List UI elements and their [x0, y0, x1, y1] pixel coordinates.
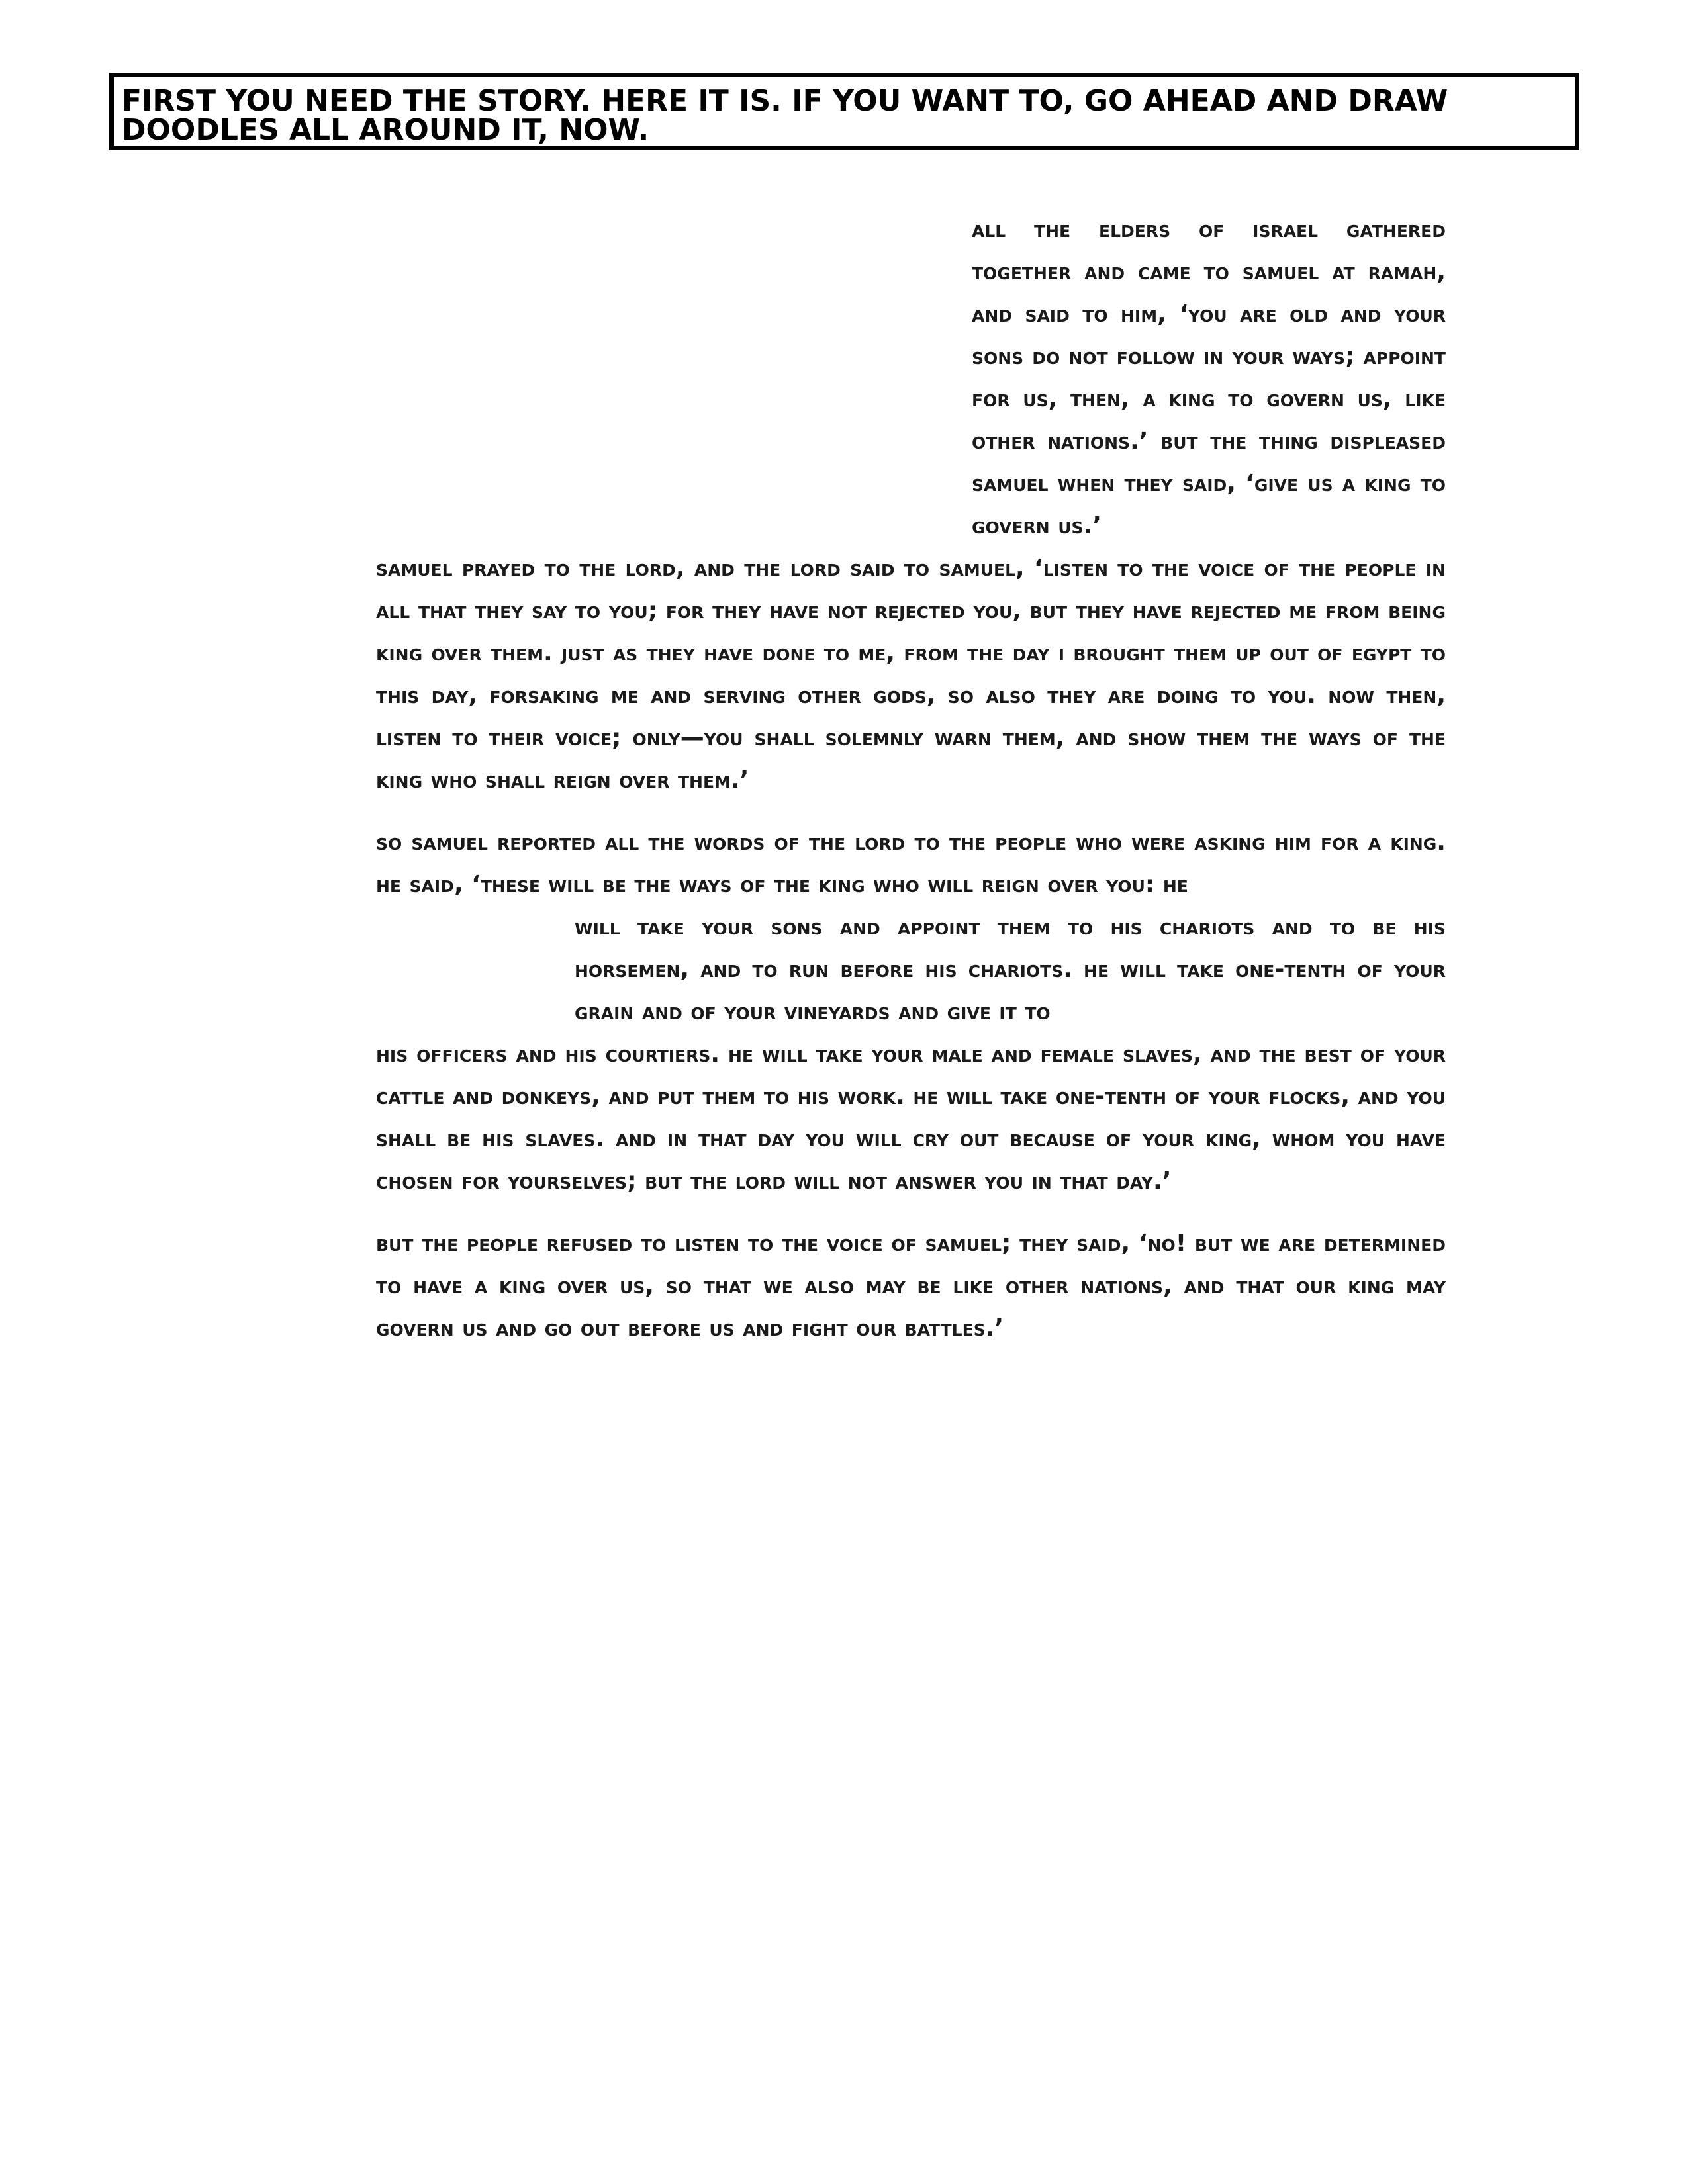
story-paragraph-1-top: all the elders of israel gathered together and came to samuel at ramah, and said to him, ‘you are old and your sons do not follow in your ways; appoint for us, then, a king to govern us, like other nations.’ but the thing displeased samuel when they said, ‘give us a king to govern us.’ — [972, 216, 1446, 539]
story-paragraph-2-top: so samuel reported all the words of the lord to the people who were asking him for a king. he said, ‘these will be the ways of the king who will reign over you: he — [376, 829, 1446, 898]
instruction-text: FIRST YOU NEED THE STORY. HERE IT IS. IF YOU WANT TO, GO AHEAD AND DRAW DOODLES ALL AROUND IT, NOW. — [122, 84, 1448, 147]
instruction-box — [109, 73, 1579, 150]
story-paragraph-1-bottom: samuel prayed to the lord, and the lord said to samuel, ‘listen to the voice of the people in all that they say to you; for they have not rejected you, but they have rejected me from being king over them. just as they have done to me, from the day i brought them up out of egypt to this day, forsaking me and serving other gods, so also they are doing to you. now then, listen to their voice; only—you shall solemnly warn them, and show them the ways of the king who shall reign over them.’ — [376, 555, 1446, 794]
story-text — [376, 208, 1446, 1349]
story-paragraph-2-indented: will take your sons and appoint them to his chariots and to be his horsemen, and to run before his chariots. he will take one-tenth of your grain and of your vineyards and give it to — [575, 913, 1446, 1025]
story-paragraph-3: but the people refused to listen to the voice of samuel; they said, ‘no! but we are determined to have a king over us, so that we also may be like other nations, and that our king may govern us and go out before us and fight our battles.’ — [376, 1230, 1446, 1342]
story-paragraph-2-bottom: his officers and his courtiers. he will take your male and female slaves, and the best of your cattle and donkeys, and put them to his work. he will take one-tenth of your flocks, and you shall be his slaves. and in that day you will cry out because of your king, whom you have chosen for yourselves; but the lord will not answer you in that day.’ — [376, 1040, 1446, 1195]
